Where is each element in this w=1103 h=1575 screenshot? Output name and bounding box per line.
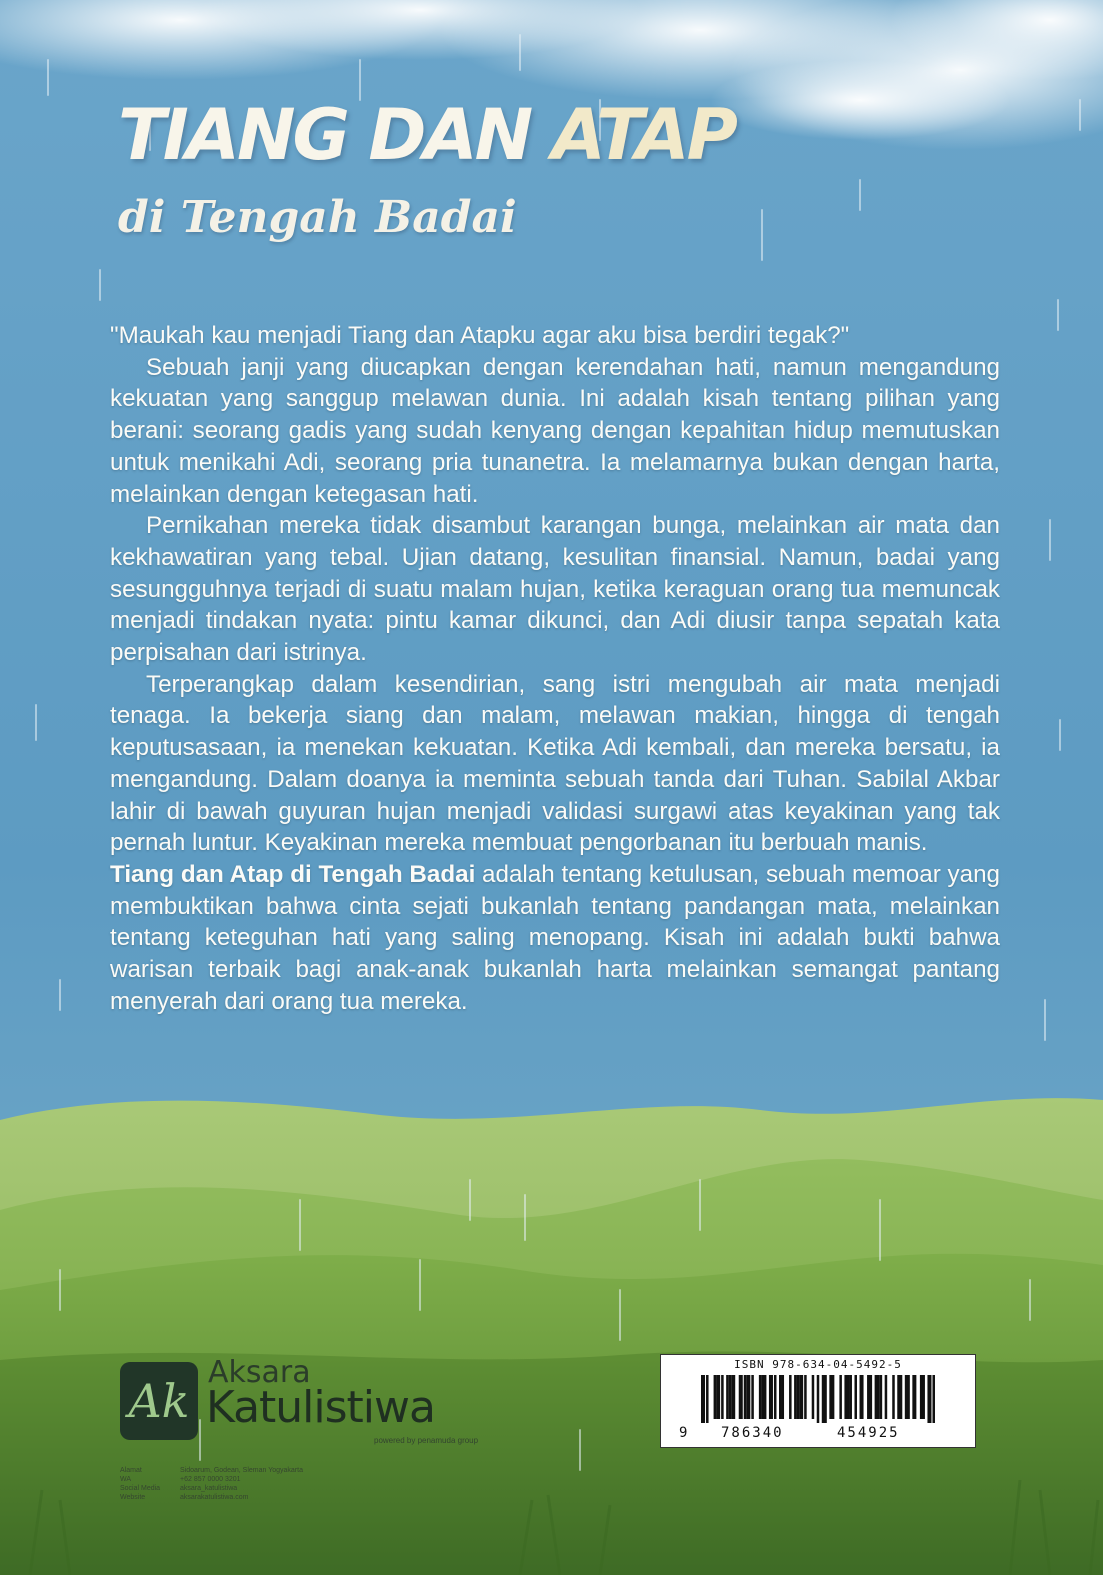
blurb-paragraph-1: Sebuah janji yang diucapkan dengan kerendahan hati, namun mengandung kekuatan yang sanggup melawan dunia. Ini adalah kisah tentang pilihan yang berani: seorang gadis yang sudah kenyang dengan kepahitan hidup memutuskan untuk menikahi Adi, seorang pria tunanetra. Ia melamarnya bukan dengan harta, melainkan dengan ketegasan hati. (110, 353, 1000, 508)
barcode-bar (797, 1375, 800, 1419)
barcode-bar (849, 1375, 852, 1419)
isbn-barcode (660, 1354, 976, 1448)
barcode-bar (701, 1375, 705, 1423)
barcode-bar (932, 1375, 935, 1423)
barcode-digits-right: 454925 (837, 1425, 900, 1441)
barcode-bar (854, 1375, 857, 1419)
publisher-name-line1: Aksara (208, 1355, 311, 1390)
barcode-bar (870, 1375, 873, 1419)
back-cover-blurb (110, 320, 1000, 1017)
barcode-bar (764, 1375, 767, 1419)
barcode-bar (789, 1375, 792, 1419)
barcode-bar (782, 1375, 785, 1419)
contact-row: Website aksarakatulistiwa.com (120, 1494, 249, 1501)
blurb-book-title-bold: Tiang dan Atap di Tengah Badai (110, 860, 476, 888)
barcode-bar (907, 1375, 910, 1419)
barcode-bar (716, 1375, 720, 1419)
barcode-bar (751, 1375, 754, 1419)
blurb-quote: "Maukah kau menjadi Tiang dan Atapku agar aku bisa berdiri tegak?" (110, 322, 850, 349)
barcode-bar (744, 1375, 747, 1419)
barcode-bar (746, 1375, 750, 1419)
blurb-paragraph-4-text: adalah tentang ketulusan, sebuah memoar yang membuktikan bahwa cinta sejati bukanlah tentang pandangan mata, melainkan tentang keteguhan hati yang saling menopang. Kisah ini adalah bukti bahwa warisan terbaik bagi anak-anak bukanlah harta melainkan semangat pantang menyerah dari orang tua mereka. (110, 860, 1000, 1015)
barcode-bar (726, 1375, 729, 1419)
barcode-bar (922, 1375, 925, 1419)
barcode-bar (812, 1375, 815, 1419)
barcode-bar (729, 1375, 732, 1419)
barcode-bar (759, 1375, 762, 1419)
contact-row: WA +62 857 0000 3201 (120, 1476, 241, 1483)
barcode-bar (912, 1375, 916, 1419)
barcode-bar (731, 1375, 735, 1419)
barcode-bar (721, 1375, 724, 1419)
barcode-bar (877, 1375, 880, 1419)
barcode-digits-left: 786340 (721, 1425, 784, 1441)
blurb-paragraph-2: Pernikahan mereka tidak disambut karangan bunga, melainkan air mata dan kekhawatiran yang tebal. Ujian datang, kesulitan finansial. Namun, badai yang sesungguhnya terjadi di suatu malam hujan, ketika keraguan orang tua memuncak menjadi tindakan nyata: pintu kamar dikunci, dan Adi diusir tanpa sepatah kata perpisahan dari istrinya. (110, 512, 1000, 667)
publisher-logo (120, 1355, 480, 1445)
barcode-bar (927, 1375, 931, 1423)
barcode-bar (779, 1375, 782, 1419)
barcode-bar (847, 1375, 850, 1419)
barcode-bars (701, 1375, 935, 1423)
contact-row: Alamat Sidoarum, Godean, Sleman Yogyakarta (120, 1467, 303, 1474)
barcode-bar (706, 1375, 709, 1423)
barcode-bar (839, 1375, 842, 1419)
barcode-bar (817, 1375, 820, 1423)
barcode-bar (832, 1375, 835, 1419)
publisher-name-line2: Katulistiwa (206, 1382, 435, 1433)
barcode-bar (892, 1375, 895, 1419)
publisher-logo-icon: Ak (120, 1362, 198, 1440)
title-part-atap: ATAP (551, 94, 735, 176)
publisher-contact (120, 1466, 380, 1502)
cover-title (118, 94, 818, 176)
barcode-digit-first: 9 (679, 1425, 688, 1441)
barcode-bar (885, 1375, 888, 1419)
title-part-tiang-dan: TIANG DAN (118, 94, 552, 176)
barcode-bar (900, 1375, 903, 1419)
barcode-bar (739, 1375, 743, 1419)
barcode-bar (799, 1375, 803, 1419)
cover-subtitle: di Tengah Badai (118, 192, 517, 243)
blurb-paragraph-4 (110, 859, 1000, 1018)
publisher-powered-by: powered by penamuda group (374, 1436, 479, 1445)
blurb-paragraph-3: Terperangkap dalam kesendirian, sang istri mengubah air mata menjadi tenaga. Ia bekerja siang dan malam, melawan makian, hingga di tengah keputusasaan, ia menekan kekuatan. Ketika Adi kembali, dan mereka bersatu, ia mengandung. Dalam doanya ia meminta sebuah tanda dari Tuhan. Sabilal Akbar lahir di bawah guyuran hujan menjadi validasi surgawi atas keyakinan yang tak pernah luntur. Keyakinan mereka membuat pengorbanan itu berbuah manis. (110, 670, 1000, 857)
isbn-label: ISBN 978-634-04-5492-5 (734, 1358, 902, 1371)
barcode-bar (804, 1375, 807, 1419)
barcode-bar (880, 1375, 883, 1419)
barcode-bar (769, 1375, 773, 1419)
barcode-bar (860, 1375, 864, 1419)
barcode-bar (714, 1375, 717, 1419)
contact-row: Social Media aksara_katulistiwa (120, 1485, 238, 1492)
barcode-bar (774, 1375, 777, 1419)
barcode-bar (824, 1375, 827, 1423)
barcode-bar (794, 1375, 797, 1419)
